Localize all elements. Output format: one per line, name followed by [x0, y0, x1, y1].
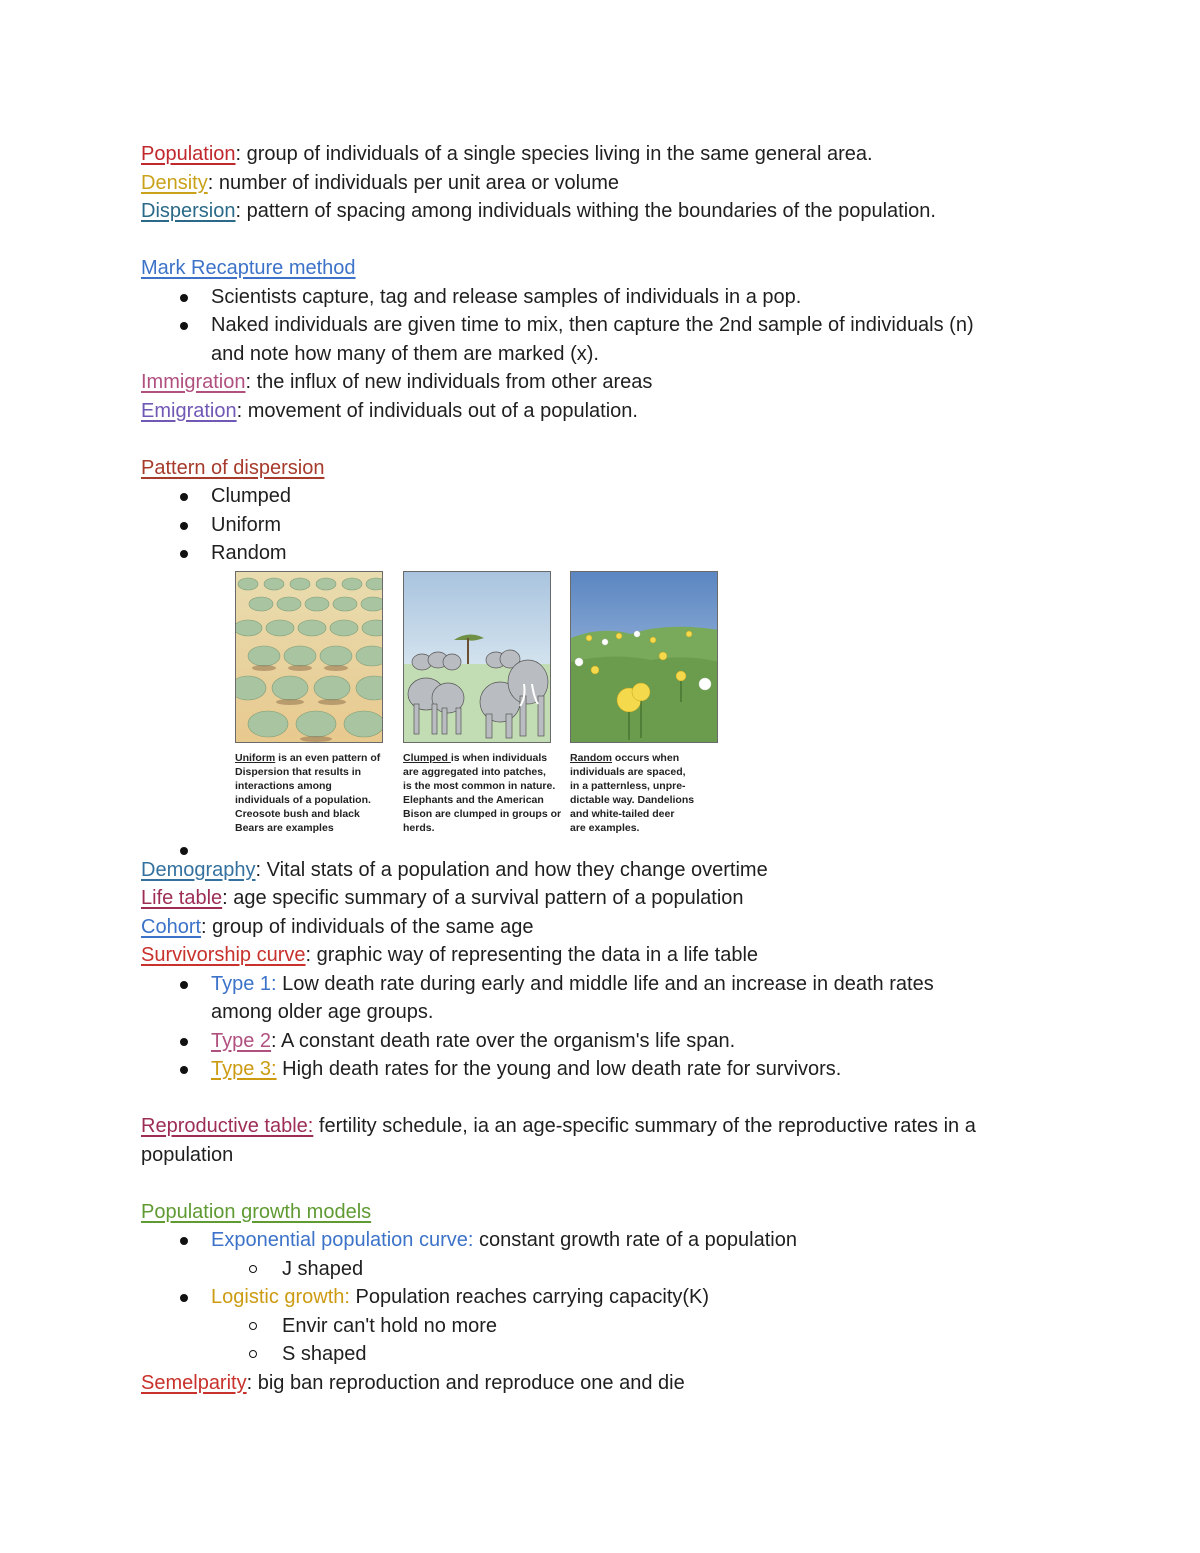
definition-text: fertility schedule, ia an age-specific summary of the reproductive rates in a: [313, 1115, 976, 1137]
type-2-label: Type 2: [211, 1029, 272, 1052]
type-3-label: Type 3:: [211, 1058, 277, 1080]
definition-emigration: [141, 397, 1061, 426]
caption-line: is an even pattern of: [275, 751, 381, 764]
list-item: Scientists capture, tag and release samples of individuals in a pop.: [141, 283, 1061, 312]
caption-line: is the most common in nature.: [403, 779, 556, 792]
term-population: Population: [141, 143, 236, 165]
heading-text: Mark Recapture method: [141, 257, 356, 279]
caption-line: interactions among: [235, 779, 332, 792]
definition-demography: [141, 856, 1061, 885]
caption-lead: Uniform: [235, 751, 276, 764]
figure-clumped: [403, 571, 562, 835]
caption-line: Bison are clumped in groups or: [403, 807, 562, 820]
definition-population: [141, 140, 1061, 169]
caption-line: and white-tailed deer: [570, 807, 675, 820]
caption-line: individuals of a population.: [235, 793, 371, 806]
dispersion-list: [141, 482, 1061, 568]
definition-text: : graphic way of representing the data in a life table: [305, 944, 759, 966]
figure-caption: [235, 751, 395, 835]
survivorship-types-list: [141, 970, 1061, 1084]
type-1-label: Type 1:: [211, 972, 277, 995]
definition-reproductive-table: [141, 1112, 1061, 1141]
list-item: Clumped: [141, 482, 1061, 511]
list-item-text: Naked individuals are given time to mix, then capture the 2nd sample of individuals (n): [211, 314, 974, 336]
caption-line: Elephants and the American: [403, 793, 544, 806]
term-cohort: Cohort: [141, 915, 202, 938]
sub-list-item: Envir can't hold no more: [141, 1312, 1061, 1341]
logistic-sublist: [141, 1312, 1061, 1369]
caption-line: is when individuals: [450, 751, 548, 764]
caption-line: herds.: [403, 821, 435, 834]
definition-cohort: [141, 913, 1061, 942]
list-item-text: : A constant death rate over the organism's life span.: [271, 1029, 736, 1052]
list-item-text: and note how many of them are marked (x).: [211, 342, 599, 365]
definition-text: : big ban reproduction and reproduce one and die: [246, 1371, 685, 1394]
caption-line: in a patternless, unpre-: [570, 779, 686, 792]
uniform-illustration: [235, 571, 383, 743]
term-density: Density: [141, 171, 208, 194]
definition-density: [141, 169, 1061, 198]
definition-immigration: [141, 368, 1061, 397]
figure-uniform: [235, 571, 383, 835]
list-item: [141, 970, 1061, 1027]
heading-text: Pattern of dispersion: [141, 456, 325, 479]
notes-page: [141, 140, 1061, 1397]
list-item: [141, 311, 1061, 368]
caption-line: Bears are examples: [235, 821, 334, 834]
random-illustration: [570, 571, 718, 743]
term-life-table: Life table: [141, 887, 223, 909]
empty-list: [141, 836, 1061, 856]
definition-text: : age specific summary of a survival pattern of a population: [222, 887, 744, 909]
figure-caption: [570, 751, 730, 835]
figure-random: [570, 571, 718, 835]
definition-semelparity: [141, 1369, 1061, 1398]
list-item-text: Low death rate during early and middle life and an increase in death rates: [276, 972, 934, 995]
mark-recapture-list: [141, 283, 1061, 369]
logistic-label: Logistic growth:: [211, 1286, 350, 1308]
list-item-text: High death rates for the young and low death rate for survivors.: [276, 1058, 842, 1080]
term-dispersion: Dispersion: [141, 200, 236, 222]
caption-line: are aggregated into patches,: [403, 765, 546, 778]
definition-text: : Vital stats of a population and how they change overtime: [255, 858, 768, 881]
heading-pattern-of-dispersion: [141, 454, 1061, 483]
list-item: [141, 1226, 1061, 1255]
caption-line: Dispersion that results in: [235, 765, 362, 778]
term-emigration: Emigration: [141, 399, 237, 422]
caption-lead: Random: [570, 751, 612, 764]
list-item-text: Population reaches carrying capacity(K): [349, 1286, 710, 1308]
heading-mark-recapture: [141, 254, 1061, 283]
term-demography: Demography: [141, 858, 256, 881]
definition-dispersion: [141, 197, 1061, 226]
term-semelparity: Semelparity: [141, 1371, 247, 1394]
caption-lead: Clumped: [403, 751, 451, 764]
definition-text: : the influx of new individuals from other areas: [245, 371, 653, 393]
exponential-sublist: [141, 1255, 1061, 1284]
caption-line: Creosote bush and black: [235, 807, 360, 820]
caption-line: individuals are spaced,: [570, 765, 686, 778]
term-survivorship-curve: Survivorship curve: [141, 944, 306, 966]
heading-text: Population growth models: [141, 1200, 372, 1223]
definition-text: : movement of individuals out of a population.: [236, 399, 638, 422]
list-item-text: constant growth rate of a population: [473, 1229, 797, 1251]
definition-text: : group of individuals of a single species living in the same general area.: [235, 143, 873, 165]
list-item: Uniform: [141, 511, 1061, 540]
clumped-illustration: [403, 571, 551, 743]
list-item: Random: [141, 539, 1061, 568]
dispersion-figures: [141, 568, 1061, 836]
definition-survivorship-curve: [141, 941, 1061, 970]
sub-list-item: S shaped: [141, 1340, 1061, 1369]
term-reproductive-table: Reproductive table:: [141, 1115, 314, 1137]
figure-caption: [403, 751, 563, 835]
definition-text: : group of individuals of the same age: [201, 915, 534, 938]
caption-line: dictable way. Dandelions: [570, 793, 695, 806]
growth-models-list: [141, 1226, 1061, 1255]
caption-line: are examples.: [570, 821, 640, 834]
caption-line: occurs when: [612, 751, 680, 764]
heading-population-growth-models: [141, 1198, 1061, 1227]
list-item: [141, 1027, 1061, 1056]
list-item: [141, 1283, 1061, 1312]
list-item: [141, 1055, 1061, 1084]
empty-list-item: [141, 836, 1061, 856]
definition-text: : number of individuals per unit area or volume: [207, 171, 620, 194]
definition-text: : pattern of spacing among individuals withing the boundaries of the population.: [235, 200, 936, 222]
definition-life-table: [141, 884, 1061, 913]
term-immigration: Immigration: [141, 371, 246, 393]
sub-list-item: J shaped: [141, 1255, 1061, 1284]
list-item-text: among older age groups.: [211, 1001, 434, 1023]
exponential-label: Exponential population curve:: [211, 1229, 474, 1251]
definition-continuation: population: [141, 1143, 234, 1166]
growth-models-list-2: [141, 1283, 1061, 1312]
